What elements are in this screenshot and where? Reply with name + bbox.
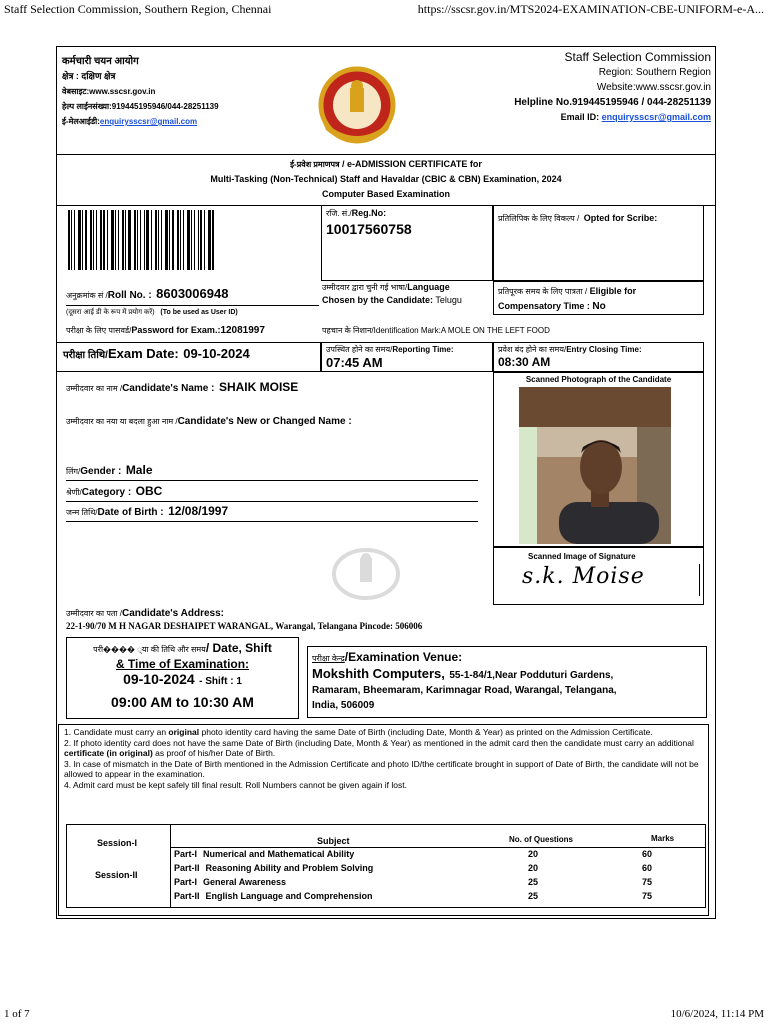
barcode-bar [177,210,179,270]
barcode-bar [128,210,131,270]
barcode-bar [144,210,146,270]
barcode-bar [85,210,87,270]
subject-row [171,847,705,861]
email-label: Email ID: [560,112,600,122]
category-value: OBC [135,484,163,498]
barcode-bar [137,210,138,270]
questions-cell: 25 [527,877,538,887]
marks-cell: 75 [641,877,652,887]
scribe-label-hindi: प्रतिलिपिक के लिए विकल्प / [498,214,580,223]
password-label: Password for Exam.: [131,325,221,335]
exam-date-label: Exam Date: [107,346,179,361]
venue-address-1: 55-1-84/1,Near Podduturi Gardens, [449,670,614,681]
marks-cell: 60 [641,863,652,873]
subject-cell: Part-I General Awareness [174,877,287,887]
entry-closing-box [493,342,704,372]
session-2-label: Session-II [95,870,138,880]
category-row [66,482,478,502]
reporting-time-box [321,342,493,372]
print-datetime: 10/6/2024, 11:14 PM [670,1008,764,1020]
barcode-bar [146,210,149,270]
candidate-name-row [66,378,478,396]
instruction-item: 4. Admit card must be kept safely till final result. Roll Numbers cannot be given again if lost. [64,780,407,790]
identification-label-hindi: पहचान के निशान/ [322,326,374,335]
helpline-hindi: हेल्प लाईनसंख्या:919445195946/044-28251139 [62,102,219,111]
subject-cell: Part-I Numerical and Mathematical Ability [174,849,355,859]
barcode-bar [140,210,141,270]
changed-name-label-hindi: उम्मीदवार का नया या बदला हुआ नाम / [66,417,178,426]
header-subject: Subject [317,836,350,846]
marks-cell: 60 [641,849,652,859]
ssc-emblem-logo [312,60,402,150]
page-count: 1 of 7 [4,1008,30,1020]
barcode-bar [134,210,136,270]
language-block [322,281,492,306]
dob-value: 12/08/1997 [168,504,229,518]
signature-border [699,564,700,596]
barcode-bar [93,210,94,270]
barcode-bar [74,210,75,270]
compensatory-label-2: Compensatory Time : [498,301,590,311]
session-1-label: Session-I [97,838,138,848]
reporting-label: Reporting Time: [392,345,454,354]
language-label-2: Chosen by the Candidate: [322,295,434,305]
instruction-item: 1. Candidate must carry an original photo identity card having the same Date of Birth (including Date, Month & Year) as printed on the Admission Certificate. [64,727,653,737]
changed-name-label: Candidate's New or Changed Name : [177,416,352,427]
roll-label: Roll No. : [107,290,152,301]
roll-no-value: 8603006948 [156,286,229,301]
barcode-bar [118,210,119,270]
reg-label: Reg.No: [351,208,387,218]
title-exam-name: Multi-Tasking (Non-Technical) Staff and Havaldar (CBIC & CBN) Examination, 2024 [210,174,562,184]
venue-label-hindi: परीक्षा केन्द्र [312,654,345,663]
email-link-left[interactable]: enquirysscsr@gmail.com [99,117,198,126]
website-hindi: वेबसाइट:www.sscsr.gov.in [62,87,156,96]
subjects-table [171,847,705,903]
compensatory-label: Eligible for [589,286,637,296]
candidate-photo [519,387,671,544]
address-label: Candidate's Address: [121,608,224,619]
barcode-bar [165,210,168,270]
language-label-hindi: उम्मीदवार द्वारा चुनी गई भाषा/ [322,283,408,292]
category-label: Category : [81,487,132,498]
password-value: 12081997 [220,325,265,336]
schedule-box [66,637,299,719]
gender-label-hindi: लिंग/ [66,467,81,476]
roll-no-block [66,285,319,317]
subject-row [171,889,705,903]
scribe-box [493,205,704,281]
roll-note-english: (To be used as User ID) [160,309,238,316]
questions-cell: 20 [527,849,538,859]
barcode-bar [191,210,193,270]
barcode-bar [158,210,159,270]
subject-row [171,875,705,889]
barcode-bar [161,210,162,270]
barcode-bar [103,210,105,270]
barcode-bar [107,210,108,270]
email-label-hindi: ई-मेलआईडी: [62,117,100,126]
roll-note [66,305,319,317]
region-hindi: क्षेत्र : दक्षिण क्षेत्र [62,71,116,81]
changed-name-row [66,411,478,429]
barcode-bar [151,210,152,270]
schedule-shift: - Shift : 1 [199,676,242,687]
instruction-item: 2. If photo identity card does not have the same Date of Birth (including Date, Month & Year) as mentioned in the admit card then the candidate must carry an additional certificate (in original) as proof of his/her Date of Birth. [64,738,694,758]
header-left [62,54,219,129]
subject-cell: Part-II English Language and Comprehension [174,891,373,901]
barcode-bar [68,210,70,270]
dob-label-hindi: जन्म तिथि/ [66,508,98,517]
barcode-bar [111,210,114,270]
gender-value: Male [125,463,153,477]
barcode-bar [71,210,72,270]
title-hindi: ई-प्रवेश प्रमाणपत्र [290,160,340,169]
barcode-bar [212,210,214,270]
venue-address-2: Ramaram, Bheemaram, Karimnagar Road, Warangal, Telangana, [312,685,617,696]
barcode-bar [115,210,116,270]
language-label: Language [407,282,450,292]
signature-image: s.k. Moise [522,564,645,589]
barcode-bar [183,210,184,270]
schedule-time: 09:00 AM to 10:30 AM [111,694,254,710]
photo-caption: Scanned Photograph of the Candidate [525,375,672,384]
header-questions: No. of Questions [509,835,573,844]
name-label-hindi: उम्मीदवार का नाम / [66,384,123,393]
certificate-title [56,154,716,206]
header-right [514,50,711,125]
email-row [514,110,711,125]
roll-label-hindi: अनुक्रमांक सं / [66,291,108,300]
barcode-bar [180,210,181,270]
password-label-hindi: परीक्षा के लिए पासवर्ड/ [66,326,132,335]
barcode-bar [200,210,202,270]
instruction-item: 3. In case of mismatch in the Date of Birth mentioned in the Admission Certificate and photo ID/the certificate brought in support of Date of Birth, the candidate will not be allowed to appear in the examination. [64,759,699,779]
venue-box [307,646,707,718]
signature-box [493,547,704,605]
schedule-date: 09-10-2024 [123,671,195,687]
address-label-hindi: उम्मीदवार का पता / [66,609,122,618]
barcode-bar [122,210,124,270]
reg-label-hindi: रजि. सं./ [326,209,352,218]
reg-no-box [321,205,493,281]
candidate-name: SHAIK MOISE [218,380,299,394]
address-block [66,606,706,632]
exam-date-box [56,342,321,372]
barcode-bar [82,210,83,270]
barcode-bar [100,210,102,270]
venue-address-3: India, 506009 [312,700,375,711]
signature-caption: Scanned Image of Signature [528,552,636,561]
title-mode: Computer Based Examination [321,189,451,199]
barcode-bar [155,210,157,270]
marks-cell: 75 [641,891,652,901]
subjects-table-box [66,824,706,908]
region: Region: Southern Region [598,67,711,78]
subject-row [171,861,705,875]
barcode-bar [204,210,205,270]
reporting-time-value: 07:45 AM [326,355,383,370]
venue-label: /Examination Venue: [344,650,463,664]
address-value: 22-1-90/70 M H NAGAR DESHAIPET WARANGAL, Warangal, Telangana Pincode: 506006 [66,621,423,631]
browser-url: https://sscsr.gov.in/MTS2024-EXAMINATION-CBE-UNIFORM-e-A... [417,2,764,16]
schedule-label-hindi: परी���� ्या की तिथि और समय [93,645,206,654]
exam-date-label-hindi: परीक्षा तिथि/ [63,350,108,361]
reporting-label-hindi: उपस्थित होने का समय/ [326,345,393,354]
compensatory-label-hindi: प्रतिपूरक समय के लिए पात्रता / [498,287,588,296]
schedule-label: / Date, Shift [205,641,272,655]
org-name-hindi: कर्मचारी चयन आयोग [62,56,139,67]
schedule-label-2: & Time of Examination: [115,657,250,671]
browser-page-title: Staff Selection Commission, Southern Region, Chennai [4,2,272,16]
barcode-bar [125,210,126,270]
scribe-label: Opted for Scribe: [583,213,658,223]
reg-no-value: 10017560758 [326,221,412,237]
identification-value: A MOLE ON THE LEFT FOOD [440,326,550,335]
barcode-bar [96,210,97,270]
dob-row [66,502,478,522]
compensatory-box [493,281,704,315]
barcode-bar [187,210,190,270]
dob-label: Date of Birth : [97,507,164,518]
barcode-bar [172,210,174,270]
instructions-list [64,727,706,791]
category-label-hindi: श्रेणी/ [66,488,82,497]
org-name: Staff Selection Commission [564,50,711,64]
subject-cell: Part-II Reasoning Ability and Problem Solving [174,863,374,873]
entry-closing-label-hindi: प्रवेश बंद होने का समय/ [498,345,567,354]
identification-label: Identification Mark: [373,326,441,335]
questions-cell: 20 [527,863,538,873]
roll-note-hindi: (दूसरा आई डी के रूप में प्रयोग करें) [66,309,155,316]
website: Website:www.sscsr.gov.in [596,82,711,93]
emblem-watermark [330,548,402,600]
helpline: Helpline No.919445195946 / 044-28251139 [514,97,711,108]
venue-name: Mokshith Computers, [312,666,445,681]
barcode-bar [194,210,195,270]
barcode-bar [90,210,93,270]
header-marks: Marks [651,834,675,843]
language-value: Telugu [435,295,462,305]
entry-closing-value: 08:30 AM [498,355,551,369]
barcode-bar [208,210,211,270]
email-row-hindi [62,114,219,129]
barcode [68,210,216,270]
exam-date-value: 09-10-2024 [183,346,250,361]
entry-closing-label: Entry Closing Time: [566,345,642,354]
questions-cell: 25 [527,891,538,901]
title-english: / e-ADMISSION CERTIFICATE for [342,159,482,169]
barcode-bar [169,210,170,270]
compensatory-value: No [592,301,606,312]
gender-row [66,461,478,481]
email-link-right[interactable]: enquirysscsr@gmail.com [601,112,711,122]
gender-label: Gender : [80,466,122,477]
password-block [66,320,265,338]
barcode-bar [198,210,199,270]
name-label: Candidate's Name : [122,383,215,394]
identification-block [322,320,550,338]
barcode-bar [78,210,81,270]
